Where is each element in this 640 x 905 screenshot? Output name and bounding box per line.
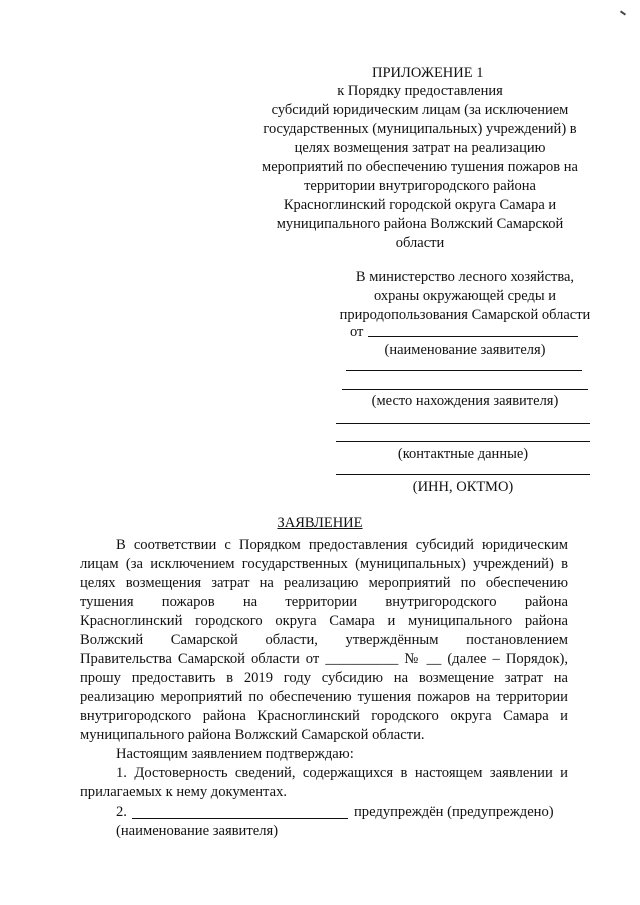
location-field-line[interactable] [342, 389, 588, 390]
recipient-line: В министерство лесного хозяйства, [355, 269, 575, 285]
item1-line: 1. Достоверность сведений, содержащихся в настоящем заявлении и [116, 765, 568, 781]
paragraph-line: прошу предоставить в 2019 году субсидию на возмещение затрат на [80, 670, 568, 686]
paragraph-line: целях возмещения затрат на реализацию мероприятий по обеспечению [80, 575, 568, 591]
appendix-line: государственных (муниципальных) учреждений) в [263, 121, 577, 137]
tax-field-line[interactable] [336, 474, 590, 475]
from-label: от [350, 324, 364, 340]
tax-caption: (ИНН, ОКТМО) [412, 479, 514, 495]
paragraph-line: В соответствии с Порядком предоставления субсидий юридическим [116, 537, 568, 553]
appendix-line: Красноглинский городской округа Самара и [283, 197, 557, 213]
appendix-line: целях возмещения затрат на реализацию [294, 140, 546, 156]
paragraph-line: внутригородского района Красноглинский городского округа Самара и [80, 708, 568, 724]
item2-name-field[interactable] [132, 818, 348, 819]
scan-mark [620, 10, 626, 15]
paragraph-line: реализацию мероприятий по обеспечению тушения пожаров на территории [80, 689, 568, 705]
applicant-name-caption: (наименование заявителя) [384, 342, 546, 358]
paragraph-line: Волжский Самарской области, утверждённым постановлением [80, 632, 568, 648]
paragraph-line: Красноглинский городского округа Самара и муниципального района [80, 613, 568, 629]
appendix-line: мероприятий по обеспечению тушения пожаров на [262, 159, 578, 175]
appendix-line: к Порядку предоставления [337, 83, 503, 99]
contacts-field-line[interactable] [336, 441, 590, 442]
appendix-line: области [395, 235, 445, 251]
location-caption: (место нахождения заявителя) [371, 393, 559, 409]
appendix-line: муниципального района Волжский Самарской [276, 216, 564, 232]
recipient-line: охраны окружающей среды и [373, 288, 557, 304]
item1-line-last: прилагаемых к нему документах. [80, 784, 288, 800]
contacts-caption: (контактные данные) [397, 446, 529, 462]
confirm-intro: Настоящим заявлением подтверждаю: [116, 746, 354, 762]
contacts-field-line[interactable] [336, 423, 590, 424]
item2-number: 2. [116, 804, 127, 820]
paragraph-line-last: муниципального района Волжский Самарской области. [80, 727, 425, 743]
paragraph-line: Правительства Самарской области от __________ № __ (далее – Порядок), [80, 651, 568, 667]
appendix-line: субсидий юридическим лицам (за исключением [271, 102, 569, 118]
paragraph-line: лицам (за исключением государственных (муниципальных) учреждений) в [80, 556, 568, 572]
appendix-line: территории внутригородского района [304, 178, 536, 194]
appendix-title: ПРИЛОЖЕНИЕ 1 [372, 65, 484, 81]
recipient-line: природопользования Самарской области [339, 307, 591, 323]
item2-caption: (наименование заявителя) [116, 823, 279, 839]
item2-text: предупреждён (предупреждено) [354, 804, 554, 820]
paragraph-line: тушения пожаров на территории внутригородского района [80, 594, 568, 610]
applicant-name-field[interactable] [368, 336, 578, 337]
location-field-line[interactable] [346, 370, 582, 371]
statement-title: ЗАЯВЛЕНИЕ [277, 515, 363, 531]
